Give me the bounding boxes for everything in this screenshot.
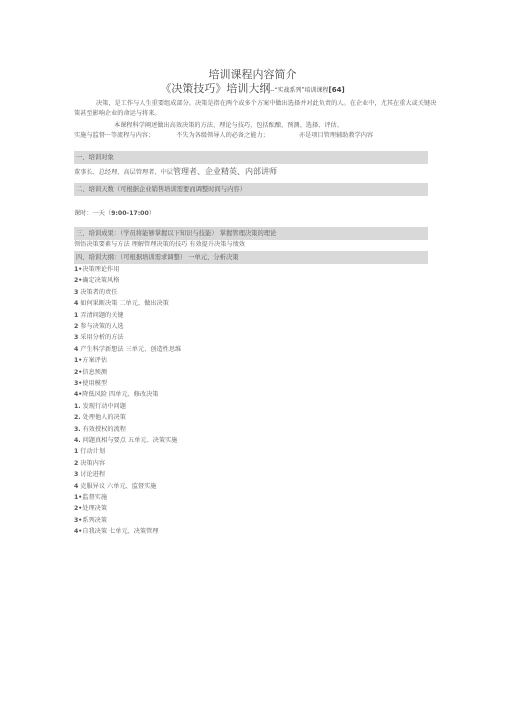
outline-item: 1•决策理论作用 <box>74 266 120 273</box>
outline-item: 3 采用分析的方法 <box>74 334 124 342</box>
outline-item: 4 如何果断决策 二单元、做出决策 <box>74 300 169 308</box>
course-series: --“实战系列”培训课程 <box>270 87 329 94</box>
outline-item: 2•信息预测 <box>74 368 108 376</box>
document-title: 培训课程内容简介 <box>208 68 297 81</box>
outline-item: 4. 问题真相与要点 五单元、决策实施 <box>74 437 178 444</box>
section-outcomes-header: 三、培训成果：（学员将能够掌握以下知识与技能） 掌握管理决策的理论 <box>74 227 428 240</box>
outline-item: 2•确定决策风格 <box>74 277 120 285</box>
outline-item: 2. 处理他人的决策 <box>74 414 126 422</box>
outline-item: 1 行动计划 <box>74 448 106 456</box>
section-outcomes-body: 领悟决策要素与方法 理解管理决策的技巧 有效提升决策与绩效 <box>74 241 245 248</box>
outline-item: 1•方案评估 <box>74 357 108 365</box>
outline-item: 3•系列决策 <box>74 516 108 524</box>
outline-item: 4•自我决策 七单元、决策管理 <box>74 528 159 536</box>
outline-item: 3•使用模型 <box>74 380 108 387</box>
section-audience-header: 一、培训对象 <box>74 151 428 164</box>
course-name: 《决策技巧》培训大纲 <box>160 82 271 95</box>
outline-item: 1. 发现行动中问题 <box>74 402 126 410</box>
outline-item: 1•监督实施 <box>74 494 108 501</box>
section-outline-header: 四、培训大纲：（可根据培训需求调整） 一单元、分析决策 <box>74 251 428 264</box>
outline-item: 3 讨论进程 <box>74 471 106 479</box>
outline-item: 3 决策者的责任 <box>74 288 118 296</box>
outline-item: 4•降低风险 四单元、修改决策 <box>74 391 159 399</box>
outline-item: 2 参与决策的人选 <box>74 323 124 330</box>
section-audience-body: 董事长、总经理、高层管理者、中层管理者、企业精英、内部讲师 <box>74 167 277 176</box>
outline-item: 2 决策内容 <box>74 459 106 467</box>
section-duration-header: 二、培训天数（可根据企业销售培训需要而调整时间与内容） <box>74 183 428 196</box>
outline-item: 4 克服异议 六单元、监督实施 <box>74 482 157 490</box>
outline-item: 4 产生科学新想法 三单元、创造性思维 <box>74 345 182 353</box>
intro-paragraph-1: 决策，是工作与人生重要组成部分。决策是指在两个或多个方案中做出选择并对此负责的人。在企业中，尤其在重大或关键决策甚至影响企业的命运与将来。 <box>74 100 437 117</box>
outline-item: 3. 有效授权的流程 <box>74 425 126 433</box>
intro-paragraph-2: 本课程科学阐述做出高效决策的方法、理论与技巧，包括酝酿、预测、选择、评估、 <box>114 122 343 129</box>
section-duration-body: 课时：一天（9:00-17:00） <box>74 210 155 217</box>
outline-item: 2•处理决策 <box>74 505 108 513</box>
course-code: [64] <box>328 86 345 94</box>
outline-item: 1 弄清问题的关键 <box>74 311 124 319</box>
course-subtitle <box>0 80 505 96</box>
intro-paragraph-3: 实施与监督···等流程与内容； 不失为各级领导人的必备之能力； 亦是项目管理辅助教学内容 <box>74 132 374 139</box>
